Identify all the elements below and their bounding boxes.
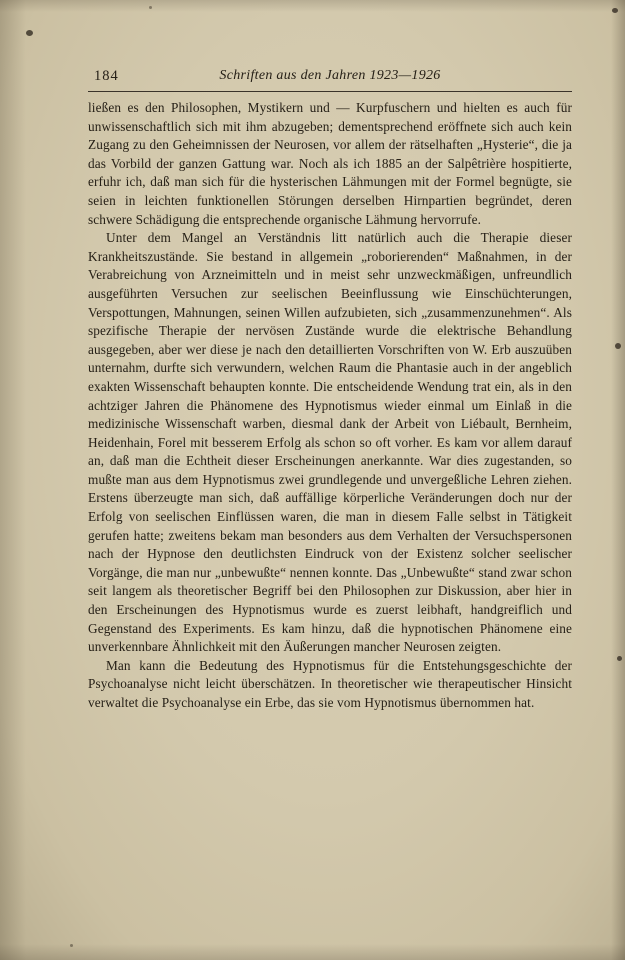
paragraph: ließen es den Philosophen, Mystikern und — Kurpfuschern und hielten es auch für unwissenschaftlich sich mit ihm abzugeben; dementsprechend eröffnete sich auch kein Zugang zu den Geheimnissen der Neurosen, vor allem der rätselhaften „Hysterie“, die ja das Vorbild der ganzen Gattung war. Noch als ich 1885 an der Salpêtrière hospitierte, erfuhr ich, daß man sich für die hysterischen Lähmungen mit der Formel begnügte, sie seien in leichten funktionellen Störungen derselben Hirnpartien begründet, deren schwere Schädigung die entsprechende organische Lähmung hervorrufe. bbox=[88, 100, 572, 227]
page-number: 184 bbox=[94, 68, 119, 84]
scan-edge-shadow-right bbox=[611, 0, 625, 960]
running-head: Schriften aus den Jahren 1923—1926 bbox=[219, 68, 441, 83]
scan-speck bbox=[617, 656, 622, 661]
body-text bbox=[88, 99, 572, 713]
scan-edge-shadow-left bbox=[0, 0, 26, 960]
scan-speck bbox=[612, 8, 618, 13]
paragraph: Unter dem Mangel an Verständnis litt natürlich auch die Therapie dieser Krankheitszustände. Sie bestand in allgemein „roborierenden“ Maßnahmen, in der Verabreichung von Arzneimitteln und in meist sehr unzweckmäßigen, unfreundlich ausgeführten Versuchen zur seelischen Beeinflussung wie Einschüchterungen, Verspottungen, Mahnungen, seinen Willen aufzubieten, sich „zusammenzunehmen“. Als spezifische Therapie der nervösen Zustände wurde die elektrische Behandlung ausgegeben, aber wer diese je nach den detaillierten Vorschriften von W. Erb auszuüben unternahm, durfte sich verwundern, welchen Raum die Phantasie auch in der angeblich exakten Wissenschaft behaupten konnte. Die entscheidende Wendung trat ein, als in den achtziger Jahren die Phänomene des Hypnotismus wieder einmal um Einlaß in die medizinische Wissenschaft warben, diesmal dank der Arbeit von Liébault, Bernheim, Heidenhain, Forel mit besserem Erfolg als schon so oft vorher. Es kam vor allem darauf an, daß man die Echtheit dieser Erscheinungen anerkannte. War dies zugestanden, so mußte man aus dem Hypnotismus zwei grundlegende und unvergeßliche Lehren ziehen. Erstens überzeugte man sich, daß auffällige körperliche Veränderungen doch nur der Erfolg von seelischen Einflüssen waren, die man in diesem Falle selbst in Tätigkeit gerufen hatte; zweitens bekam man besonders aus dem Verhalten der Versuchspersonen nach der Hypnose den deutlichsten Eindruck von der Existenz solcher seelischer Vorgänge, die man nur „unbewußte“ nennen konnte. Das „Unbewußte“ stand zwar schon seit langem als theoretischer Begriff bei den Philosophen zur Diskussion, aber hier in den Erscheinungen des Hypnotismus wurde es zuerst leibhaft, handgreiflich und Gegenstand des Experiments. Es kam hinzu, daß die hypnotischen Phänomene eine unverkennbare Ähnlichkeit mit den Äußerungen mancher Neurosen zeigten. bbox=[88, 230, 572, 655]
scan-edge-shadow-bottom bbox=[0, 944, 625, 960]
paragraph: Man kann die Bedeutung des Hypnotismus für die Entstehungsgeschichte der Psychoanalyse nicht leicht überschätzen. In theoretischer wie therapeutischer Hinsicht verwaltet die Psychoanalyse ein Erbe, das sie vom Hypnotismus übernommen hat. bbox=[88, 657, 572, 710]
header-rule bbox=[88, 91, 572, 92]
scan-speck bbox=[149, 6, 152, 9]
scan-speck bbox=[615, 343, 621, 349]
scan-edge-shadow-top bbox=[0, 0, 625, 12]
scan-speck bbox=[26, 30, 33, 36]
page-header bbox=[88, 67, 572, 89]
scan-speck bbox=[70, 944, 73, 947]
